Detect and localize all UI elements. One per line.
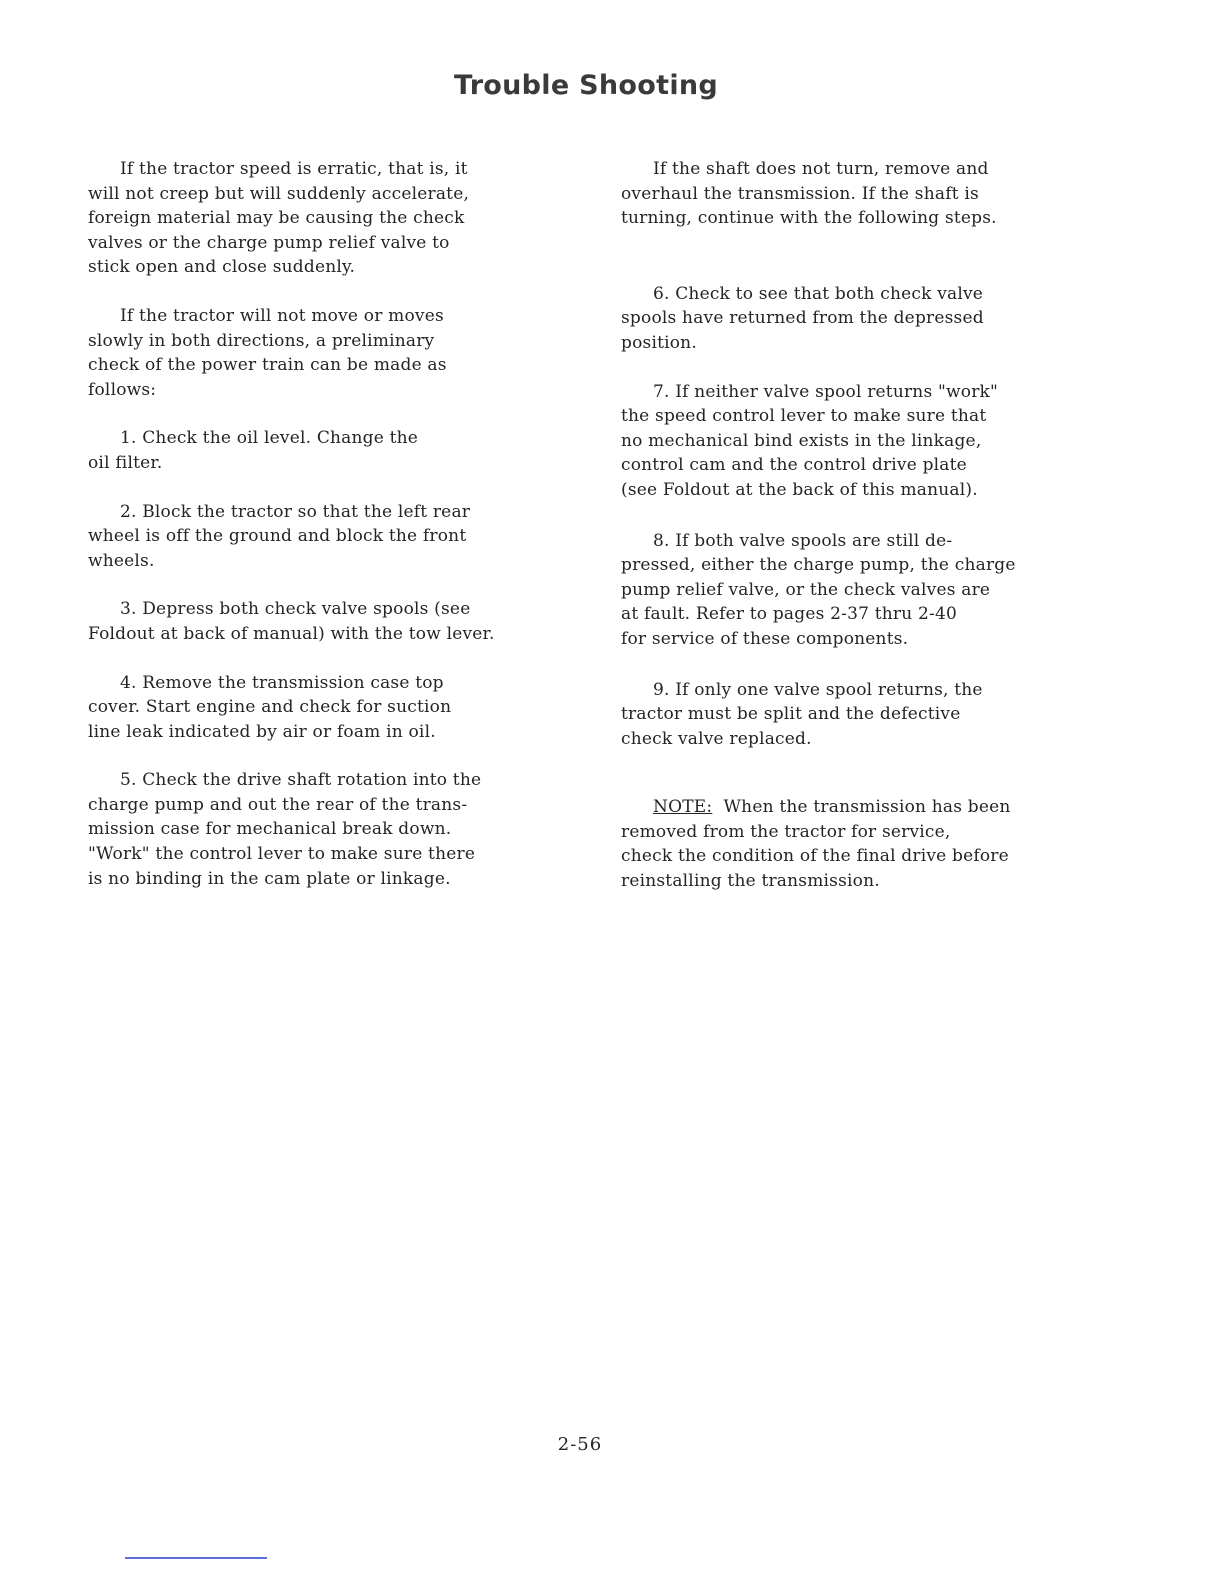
text-line: the speed control lever to make sure that <box>621 406 987 427</box>
text-line: 6. Check to see that both check valve <box>653 283 984 304</box>
text-line: follows: <box>88 379 157 400</box>
step-7 <box>621 380 1101 503</box>
text-line: valves or the charge pump relief valve to <box>88 232 450 253</box>
step-2 <box>88 500 578 574</box>
right-column <box>621 157 1101 894</box>
text-line: "Work" the control lever to make sure there <box>88 844 476 865</box>
text-line: will not creep but will suddenly accelerate, <box>88 183 470 204</box>
text-line: check of the power train can be made as <box>88 355 447 376</box>
text-line: 5. Check the drive shaft rotation into the <box>120 770 482 791</box>
text-line: wheels. <box>88 550 155 571</box>
step-9 <box>621 678 1101 752</box>
page-title: Trouble Shooting <box>453 70 719 101</box>
text-line: pump relief valve, or the check valves are <box>621 579 991 600</box>
text-line: cover. Start engine and check for suction <box>88 697 452 718</box>
text-line: 2. Block the tractor so that the left rear <box>120 501 471 522</box>
text-line: at fault. Refer to pages 2-37 thru 2-40 <box>621 604 957 625</box>
text-line: Foldout at back of manual) with the tow lever. <box>88 623 495 644</box>
text-line: If the tractor speed is erratic, that is, it <box>120 159 468 179</box>
text-line: turning, continue with the following steps. <box>621 208 997 229</box>
text-line: 1. Check the oil level. Change the <box>120 428 419 449</box>
text-line: 4. Remove the transmission case top <box>120 672 444 693</box>
text-line: spools have returned from the depressed <box>621 308 984 329</box>
text-line: 3. Depress both check valve spools (see <box>120 599 471 620</box>
step-6 <box>621 282 1101 356</box>
text-line: charge pump and out the rear of the trans- <box>88 794 468 815</box>
note-first-line: When the transmission has been <box>712 797 1011 818</box>
step-8 <box>621 529 1101 652</box>
text-line: is no binding in the cam plate or linkage. <box>88 868 451 889</box>
step-5 <box>88 768 578 891</box>
text-line: (see Foldout at the back of this manual). <box>621 479 978 500</box>
text-line <box>621 795 1101 820</box>
page-number: 2-56 <box>557 1434 603 1455</box>
note-paragraph <box>621 795 1101 893</box>
paragraph-erratic-speed <box>88 157 578 280</box>
text-line: stick open and close suddenly. <box>88 257 356 278</box>
note-label: NOTE: <box>653 797 713 818</box>
text-line: oil filter. <box>88 452 163 473</box>
paragraph-will-not-move <box>88 304 578 402</box>
step-1 <box>88 426 578 475</box>
text-line: 8. If both valve spools are still de- <box>653 530 953 551</box>
text-line: reinstalling the transmission. <box>621 871 880 892</box>
text-line: tractor must be split and the defective <box>621 704 961 725</box>
text-line: If the tractor will not move or moves <box>120 305 444 326</box>
text-line: wheel is off the ground and block the front <box>88 526 467 547</box>
left-column <box>88 157 578 891</box>
text-line: no mechanical bind exists in the linkage, <box>621 430 982 451</box>
text-line: overhaul the transmission. If the shaft is <box>621 183 979 204</box>
text-line: If the shaft does not turn, remove and <box>653 159 989 179</box>
text-line: 9. If only one valve spool returns, the <box>653 679 983 700</box>
text-line: for service of these components. <box>621 628 909 649</box>
text-line: check valve replaced. <box>621 728 812 749</box>
step-3 <box>88 597 578 646</box>
text-line: mission case for mechanical break down. <box>88 819 452 840</box>
footer-rule <box>125 1557 267 1559</box>
text-line: pressed, either the charge pump, the charge <box>621 555 1016 576</box>
step-4 <box>88 671 578 745</box>
text-line: check the condition of the final drive before <box>621 846 1009 867</box>
text-line: foreign material may be causing the check <box>88 208 465 229</box>
text-line: slowly in both directions, a preliminary <box>88 330 435 351</box>
text-line: 7. If neither valve spool returns "work" <box>653 381 999 402</box>
text-line: control cam and the control drive plate <box>621 455 967 476</box>
text-line: position. <box>621 332 697 353</box>
text-line: line leak indicated by air or foam in oil. <box>88 721 436 742</box>
text-line: removed from the tractor for service, <box>621 821 951 842</box>
paragraph-shaft-turn <box>621 157 1101 231</box>
